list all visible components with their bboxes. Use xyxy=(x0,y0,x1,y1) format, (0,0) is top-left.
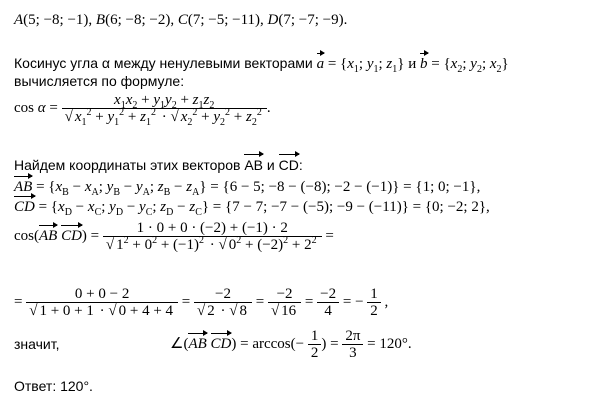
cos-formula: cos α = $\frac{x_1x_2 + y_1y_2 + z_1z_2}{√ x_1^2 + y_1^2 + z_1^2 \cdot √ x_2^2 + y_2^2 + z_2^2}$ . xyxy=(14,92,271,128)
cosine-intro: Косинус угла α между ненулевыми векторами $a = \{x_1$; $y_1$; $z_1$} и $b = \{x_2$; $y_2$; $x_2$} xyxy=(14,55,509,75)
ab-line: AB = {$x_B - x_A$; $y_B - y_A$; $z_B - z_A\} = \{6 - 5$; −8 − (−8); −2 − (−1)} = {1; 0; −1}, xyxy=(14,179,481,198)
cd-line: CD = {$x_D - x_C$; $y_D - y_C$; $z_D - z_C\} = \{7 - 7$; −7 − (−5); −9 − (−11)} = {0; −2; 2}, xyxy=(14,199,490,218)
cos-ab-cd: cos(AB CD) = $\frac{1 \cdot 0 + 0 \cdot (-2) + (-1) \cdot 2}{√ 1^2 + 0^2 + (-1)^2 \cdot √ 0^2 + (-2)^2 + 2^2}$ = xyxy=(14,220,334,253)
find-coords: Найдем координаты этих векторов AB и CD: xyxy=(14,157,303,173)
cosine-intro-line2: вычисляется по формуле: xyxy=(14,73,185,89)
znachit: значит, xyxy=(14,336,60,352)
answer: Ответ: 120°. xyxy=(14,378,93,394)
angle-line: ∠(AB CD) = arccos(− $\frac{1}{2}$ ) = $\frac{2\pi}{3}$ = 120°. xyxy=(170,328,412,361)
simplification-line: = $\frac{0 + 0 - 2}{√ 1 + 0 + 1 \cdot √ 0 + 4 + 4}$ = $\frac{-2}{√ 2 \cdot √ 8}$ = $\frac{-2}{√ 16}$ = $\frac{-2}{4}$ = − $\frac{1}{2}$ , xyxy=(14,286,389,319)
points-line: A(5; −8; −1), B(6; −8; −2), C(7; −5; −11), D(7; −7; −9). xyxy=(14,12,348,28)
